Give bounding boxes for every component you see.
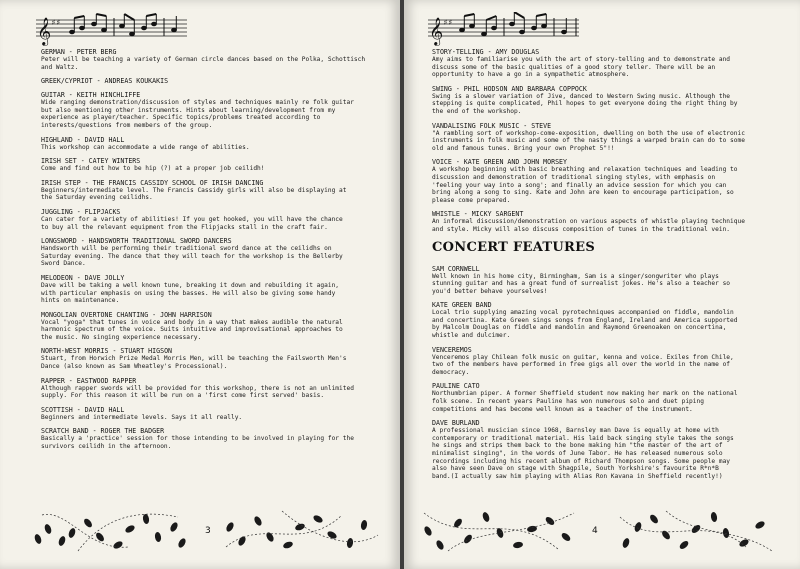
workshop-title: SCRATCH BAND - ROGER THE BADGER [41,427,165,436]
workshop-description: Stuart, from Horwich Prize Medal Morris Men, will be teaching the Failsworth Men's Dance (also known as Sam Wheatley's Processional). [41,355,347,371]
workshop-description: Although rapper swords will be provided for this workshop, there is not an unlimited supply. For this reason it will be run on a 'first come first served' basis. [41,384,354,400]
workshop-description: Vocal "yoga" that tunes in voice and body in a way that makes audible the natural harmonic spectrum of the voice. Suits intuitive and improvisational approaches to the music. No singing experience necessary. [41,318,343,341]
workshop-title: MONGOLIAN OVERTONE CHANTING - JOHN HARRISON [41,310,212,319]
workshop-entry [41,48,366,71]
workshop-description: Wide ranging demonstration/discussion of styles and techniques mainly re folk guitar but also mentioning other instruments. Hints about learning/development from my experience as player/teacher. Specific topics/problems treated according to interests/questions from members of the group. [41,99,354,129]
workshop-entry [432,382,772,413]
workshop-title: JUGGLING - FLIPJACKS [41,207,121,216]
workshop-title: GERMAN - PETER BERG [41,48,117,56]
workshop-entry [432,346,772,377]
workshop-entry [41,179,366,202]
workshop-description: "A rambling sort of workshop-come-exposition, dwelling on both the use of electronic instruments in folk music and some of the nasty things a warped brain can do to some old and famous tunes. Bring your own Prophet 5"!! [432,129,745,152]
footprints-decoration-right-2 [616,507,776,555]
workshop-description: Basically a 'practice' session for those intending to be involved in playing for the survivors ceilidh in the afternoon. [41,435,354,451]
music-staff-graphic-right [426,12,581,50]
workshop-entry [432,301,772,339]
svg-text:♯♯: ♯♯ [51,18,61,27]
workshop-entry [432,85,772,116]
workshop-description: Can cater for a variety of abilities! If you get hooked, you will have the chance to buy all the relevant equipment from the Flipjacks stall in the craft fair. [41,215,343,231]
music-staff-graphic [34,12,189,50]
workshop-title: SCOTTISH - DAVID HALL [41,405,125,414]
footprints-decoration-right [418,507,578,555]
workshop-title: IRISH SET - CATEY WINTERS [41,157,141,166]
workshop-description: Handsworth will be performing their traditional sword dance at the ceilidhs on Saturday evening. The dance that they will teach for the workshop is the Bellerby Sword Dance. [41,245,343,268]
workshop-entry [432,122,772,153]
footprints-decoration-left-2 [222,507,382,555]
workshop-entry [41,91,366,129]
workshop-title: SWING - PHIL HODSON AND BARBARA COPPOCK [432,84,587,93]
page-number-left: 3 [205,526,211,536]
workshop-title: GREEK/CYPRIOT - ANDREAS KOUKAKIS [41,77,169,86]
workshop-entry [41,427,366,450]
concert-features-heading: CONCERT FEATURES [432,239,596,255]
workshop-entry [41,157,366,173]
workshop-entry [432,265,772,296]
workshop-description: Amy aims to familiarise you with the art of story-telling and to demonstrate and discuss some of the basic qualities of a good story teller. There will be an opportunity to have a go in a sympathetic atmosphere. [432,56,731,79]
workshop-entry [41,347,366,370]
workshop-description: Beginners and intermediate levels. Says it all really. [41,413,243,421]
performer-name: DAVE BURLAND [432,419,480,428]
performer-name: KATE GREEN BAND [432,301,492,310]
workshop-description: Beginners/intermediate level. The Francis Cassidy girls will also be displaying at the Saturday evening ceilidhs. [41,186,347,202]
footprints-decoration-left [28,507,188,555]
svg-text:𝄞: 𝄞 [429,17,444,45]
performer-description: Venceremos play Chilean folk music on guitar, kenna and voice. Exiles from Chile, two of the members have performed in free gigs all over the world in the name of democracy. [432,353,734,376]
workshop-entry [41,136,366,152]
performer-description: Local trio supplying amazing vocal pyrotechniques accompanied on fiddle, mandolin and concertina. Kate Green sings songs from England, Ireland and America supported by Malcolm Douglas on fiddle and mandolin and Raymond Greenoaken on concertina, whistle and dulcimer. [432,309,738,340]
left-workshop-list [41,48,366,457]
performer-name: SAM CORNWELL [432,264,480,273]
workshop-title: VOICE - KATE GREEN AND JOHN MORSEY [432,158,567,167]
workshop-description: A workshop beginning with basic breathing and relaxation techniques and leading to discussion and demonstration of traditional singing styles, with emphasis on 'feeling your way into a song'; and finally an advice session for which you can bring along a song to sing. Kate and John are keen to encourage participation, so please come prepared. [432,166,738,204]
page-right [404,0,800,569]
performer-name: VENCEREMOS [432,345,472,354]
workshop-entry [41,406,366,422]
workshop-description: An informal discussion/demonstration on various aspects of whistle playing technique and style. Micky will also discuss composition of tunes in the traditional vein. [432,218,745,233]
workshop-description: Peter will be teaching a variety of German circle dances based on the Polka, Schottisch and Waltz. [41,56,366,71]
workshop-title: STORY-TELLING - AMY DOUGLAS [432,48,540,56]
workshop-description: Come and find out how to be hip (?) at a proper job ceilidh! [41,165,265,173]
performer-description: Northumbrian piper. A former Sheffield student now making her mark on the national folk scene. In recent years Pauline has won numerous solo and duet piping competitions and has become well known as a teacher of the instrument. [432,390,738,413]
workshop-entry [41,237,366,268]
workshop-title: HIGHLAND - DAVID HALL [41,135,125,144]
workshop-title: MELODEON - DAVE JOLLY [41,273,125,282]
workshop-title: NORTH-WEST MORRIS - STUART HIGSON [41,347,173,356]
svg-text:𝄞: 𝄞 [37,17,52,45]
workshop-entry [41,377,366,400]
workshop-title: LONGSWORD - HANDSWORTH TRADITIONAL SWORD DANCERS [41,237,232,246]
workshop-description: Dave will be taking a well known tune, breaking it down and rebuilding it again, with particular emphasis on using the basses. He will also be giving some handy hints on maintenance. [41,281,340,305]
workshop-entry [41,208,366,231]
workshop-entry [432,48,772,79]
workshop-entry [432,158,772,204]
page-number-right: 4 [592,526,598,536]
workshop-title: IRISH STEP - THE FRANCIS CASSIDY SCHOOL OF IRISH DANCING [41,178,264,187]
workshop-entry [41,77,366,85]
performer-description: Well known in his home city, Birmingham, Sam is a singer/songwriter who plays stunning guitar and has a great fund of surrealist jokes. He's also a teacher so you'd better behave yourselves! [432,272,731,295]
workshop-entry [432,419,772,480]
workshop-entry [41,274,366,305]
svg-text:♯♯: ♯♯ [443,18,453,27]
workshop-description: Swing is a slower variation of Jive, danced to Western Swing music. Although the stepping is quite complicated, Phil hopes to get everyone doing the right thing by the end of the workshop. [432,92,738,115]
performer-name: PAULINE CATO [432,382,480,391]
workshop-title: GUITAR - KEITH HINCHLIFFE [41,91,141,100]
workshop-title: WHISTLE - MICKY SARGENT [432,210,524,219]
performer-description: A professional musician since 1968, Barnsley man Dave is equally at home with contemporary or traditional material. His laid back singing style takes the songs he sings and strips them back to the bone making him "the master of the art of minimalist singing", in the words of June Tabor. He has released numerous solo recordings including his recent album of Richard Thompson songs. Some people may also have seen Dave on stage with Shagpile, South Yorkshire's favourite R*n*B band.(I actually saw him playing with Alias Ron Kavana in Sheffield recently!) [432,427,734,480]
workshop-entry [432,210,772,233]
right-workshop-list [432,48,772,486]
workshop-entry [41,311,366,342]
workshop-description: This workshop can accommodate a wide range of abilities. [41,143,250,151]
workshop-title: RAPPER - EASTWOOD RAPPER [41,376,137,385]
workshop-title: VANDALISING FOLK MUSIC - STEVE [432,121,552,130]
